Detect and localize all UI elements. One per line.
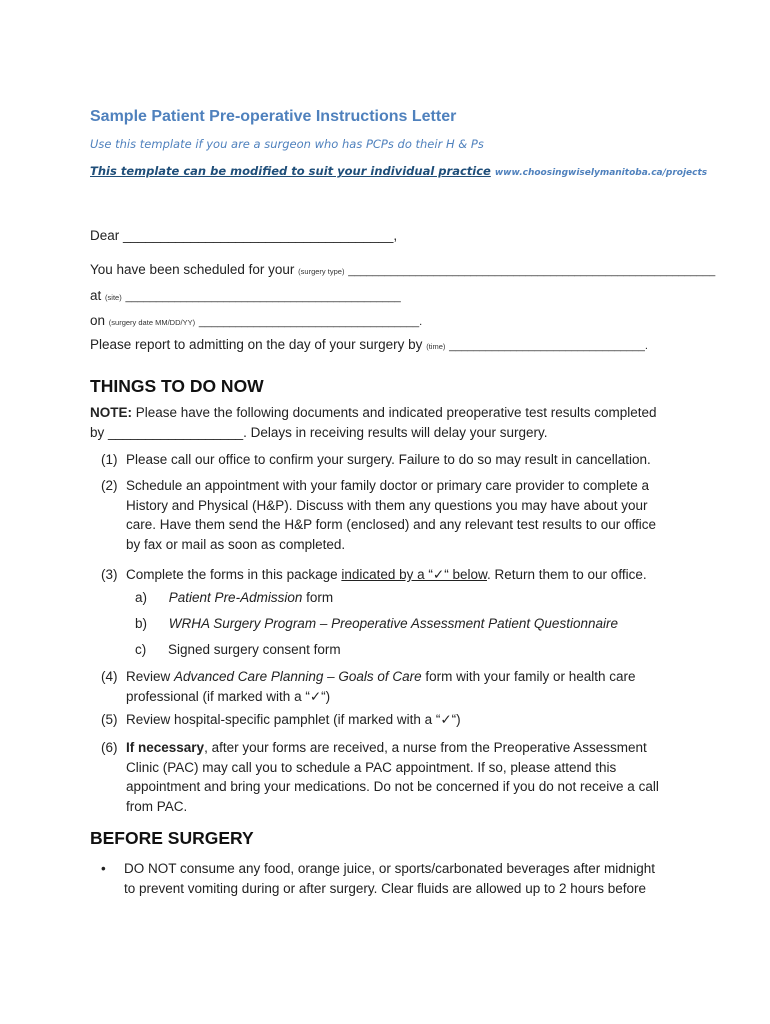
bullet-line-2: to prevent vomiting during or after surgery. Clear fluids are allowed up to 2 hours before xyxy=(124,880,647,896)
bullet-line-1: DO NOT consume any food, orange juice, or sports/carbonated beverages after midnight xyxy=(124,861,656,876)
surgery-type-blank[interactable]: ____________________________________________________________ xyxy=(348,265,716,277)
item-text: Please call our office to confirm your surgery. Failure to do so may result in cancellation. xyxy=(126,452,651,467)
item6-text: , after your forms are received, a nurse from the Preoperative Assessment Clinic (PAC) may call you to schedule a PAC appointment. If so, please attend this appointment and bring your medications. Do not be concerned if you do not receive a call from PAC. xyxy=(126,740,659,814)
list-item xyxy=(101,565,681,585)
sub-label: c) xyxy=(135,642,147,657)
sub-rest: form xyxy=(302,590,334,605)
dear-label: Dear xyxy=(90,228,120,243)
item3-underlined: indicated by a “✓“ below xyxy=(341,567,487,582)
item-number: (2) xyxy=(101,478,118,493)
item-number: (4) xyxy=(101,669,118,684)
item4-line2: professional (if marked with a “✓“) xyxy=(126,688,331,704)
bullet-icon: • xyxy=(101,861,106,876)
sub-item-a xyxy=(135,590,333,605)
note-text-1: Please have the following documents and indicated preoperative test results completed xyxy=(132,405,657,420)
time-blank[interactable]: ________________________________. xyxy=(449,340,648,352)
item-number: (6) xyxy=(101,740,118,755)
item3-before: Complete the forms in this package xyxy=(126,567,342,582)
sub-label: a) xyxy=(135,590,148,605)
sub-italic: WRHA Surgery Program – Preoperative Assessment Patient Questionnaire xyxy=(168,616,618,631)
date-line xyxy=(90,313,422,328)
item-text xyxy=(126,710,686,731)
list-item xyxy=(101,476,681,556)
on-label: on xyxy=(90,313,106,328)
note-line-1 xyxy=(90,405,657,420)
site-line xyxy=(90,288,401,303)
item5-text: Review hospital-specific pamphlet (if marked with a “✓“) xyxy=(126,712,461,727)
date-blank[interactable]: ____________________________________. xyxy=(198,316,423,328)
date-hint: (surgery date MM/DD/YY) xyxy=(108,318,196,327)
list-item xyxy=(101,859,681,899)
template-subtitle: Use this template if you are a surgeon who has PCPs do their H & Ps xyxy=(90,137,484,151)
list-item xyxy=(101,738,681,818)
at-label: at xyxy=(90,288,102,303)
sub-label: b) xyxy=(135,616,148,631)
item-text xyxy=(126,565,686,585)
sub-item-b xyxy=(135,616,618,631)
surgery-type-line xyxy=(90,262,715,277)
report-time-line xyxy=(90,337,648,352)
time-hint: (time) xyxy=(426,342,446,351)
item-number: (3) xyxy=(101,567,118,582)
item-number: (5) xyxy=(101,712,118,727)
modification-note xyxy=(90,164,707,178)
surgery-type-hint: (surgery type) xyxy=(298,267,345,276)
projects-url[interactable]: www.choosingwiselymanitoba.ca/projects xyxy=(494,168,708,178)
report-label: Please report to admitting on the day of your surgery by xyxy=(90,337,423,352)
scheduled-label: You have been scheduled for your xyxy=(90,262,295,277)
item4-before: Review xyxy=(126,669,175,684)
list-item xyxy=(101,450,681,470)
site-blank[interactable]: _____________________________________________ xyxy=(125,291,401,303)
item-text xyxy=(126,667,686,688)
salutation-line xyxy=(90,228,397,243)
modification-text: This template can be modified to suit your individual practice xyxy=(90,164,491,178)
item-text xyxy=(126,738,676,816)
sub-item-c xyxy=(135,642,341,657)
list-item xyxy=(101,667,681,707)
sub-text: Signed surgery consent form xyxy=(168,642,341,657)
item-text: Schedule an appointment with your family doctor or primary care provider to complete a History and Physical (H&P). Discuss with them any questions you may have about your care. Have them send the H&P form (enclosed) and any relevant test results to our office by fax or mail as soon as completed. xyxy=(126,478,657,552)
note-label: NOTE: xyxy=(90,405,132,420)
note-line-2: by __________________. Delays in receiving results will delay your surgery. xyxy=(90,425,548,440)
item3-after: . Return them to our office. xyxy=(487,567,647,582)
item-number: (1) xyxy=(101,452,118,467)
before-surgery-heading: BEFORE SURGERY xyxy=(90,828,254,848)
sub-italic: Patient Pre-Admission xyxy=(168,590,303,605)
list-item xyxy=(101,710,681,730)
things-to-do-heading: THINGS TO DO NOW xyxy=(90,376,264,396)
item4-after: form with your family or health care xyxy=(421,669,636,684)
site-hint: (site) xyxy=(105,293,122,302)
item4-italic: Advanced Care Planning – Goals of Care xyxy=(174,669,422,684)
recipient-blank[interactable]: ____________________________________, xyxy=(123,228,398,243)
document-title: Sample Patient Pre-operative Instructions Letter xyxy=(90,108,457,125)
item6-bold: If necessary xyxy=(126,740,205,755)
